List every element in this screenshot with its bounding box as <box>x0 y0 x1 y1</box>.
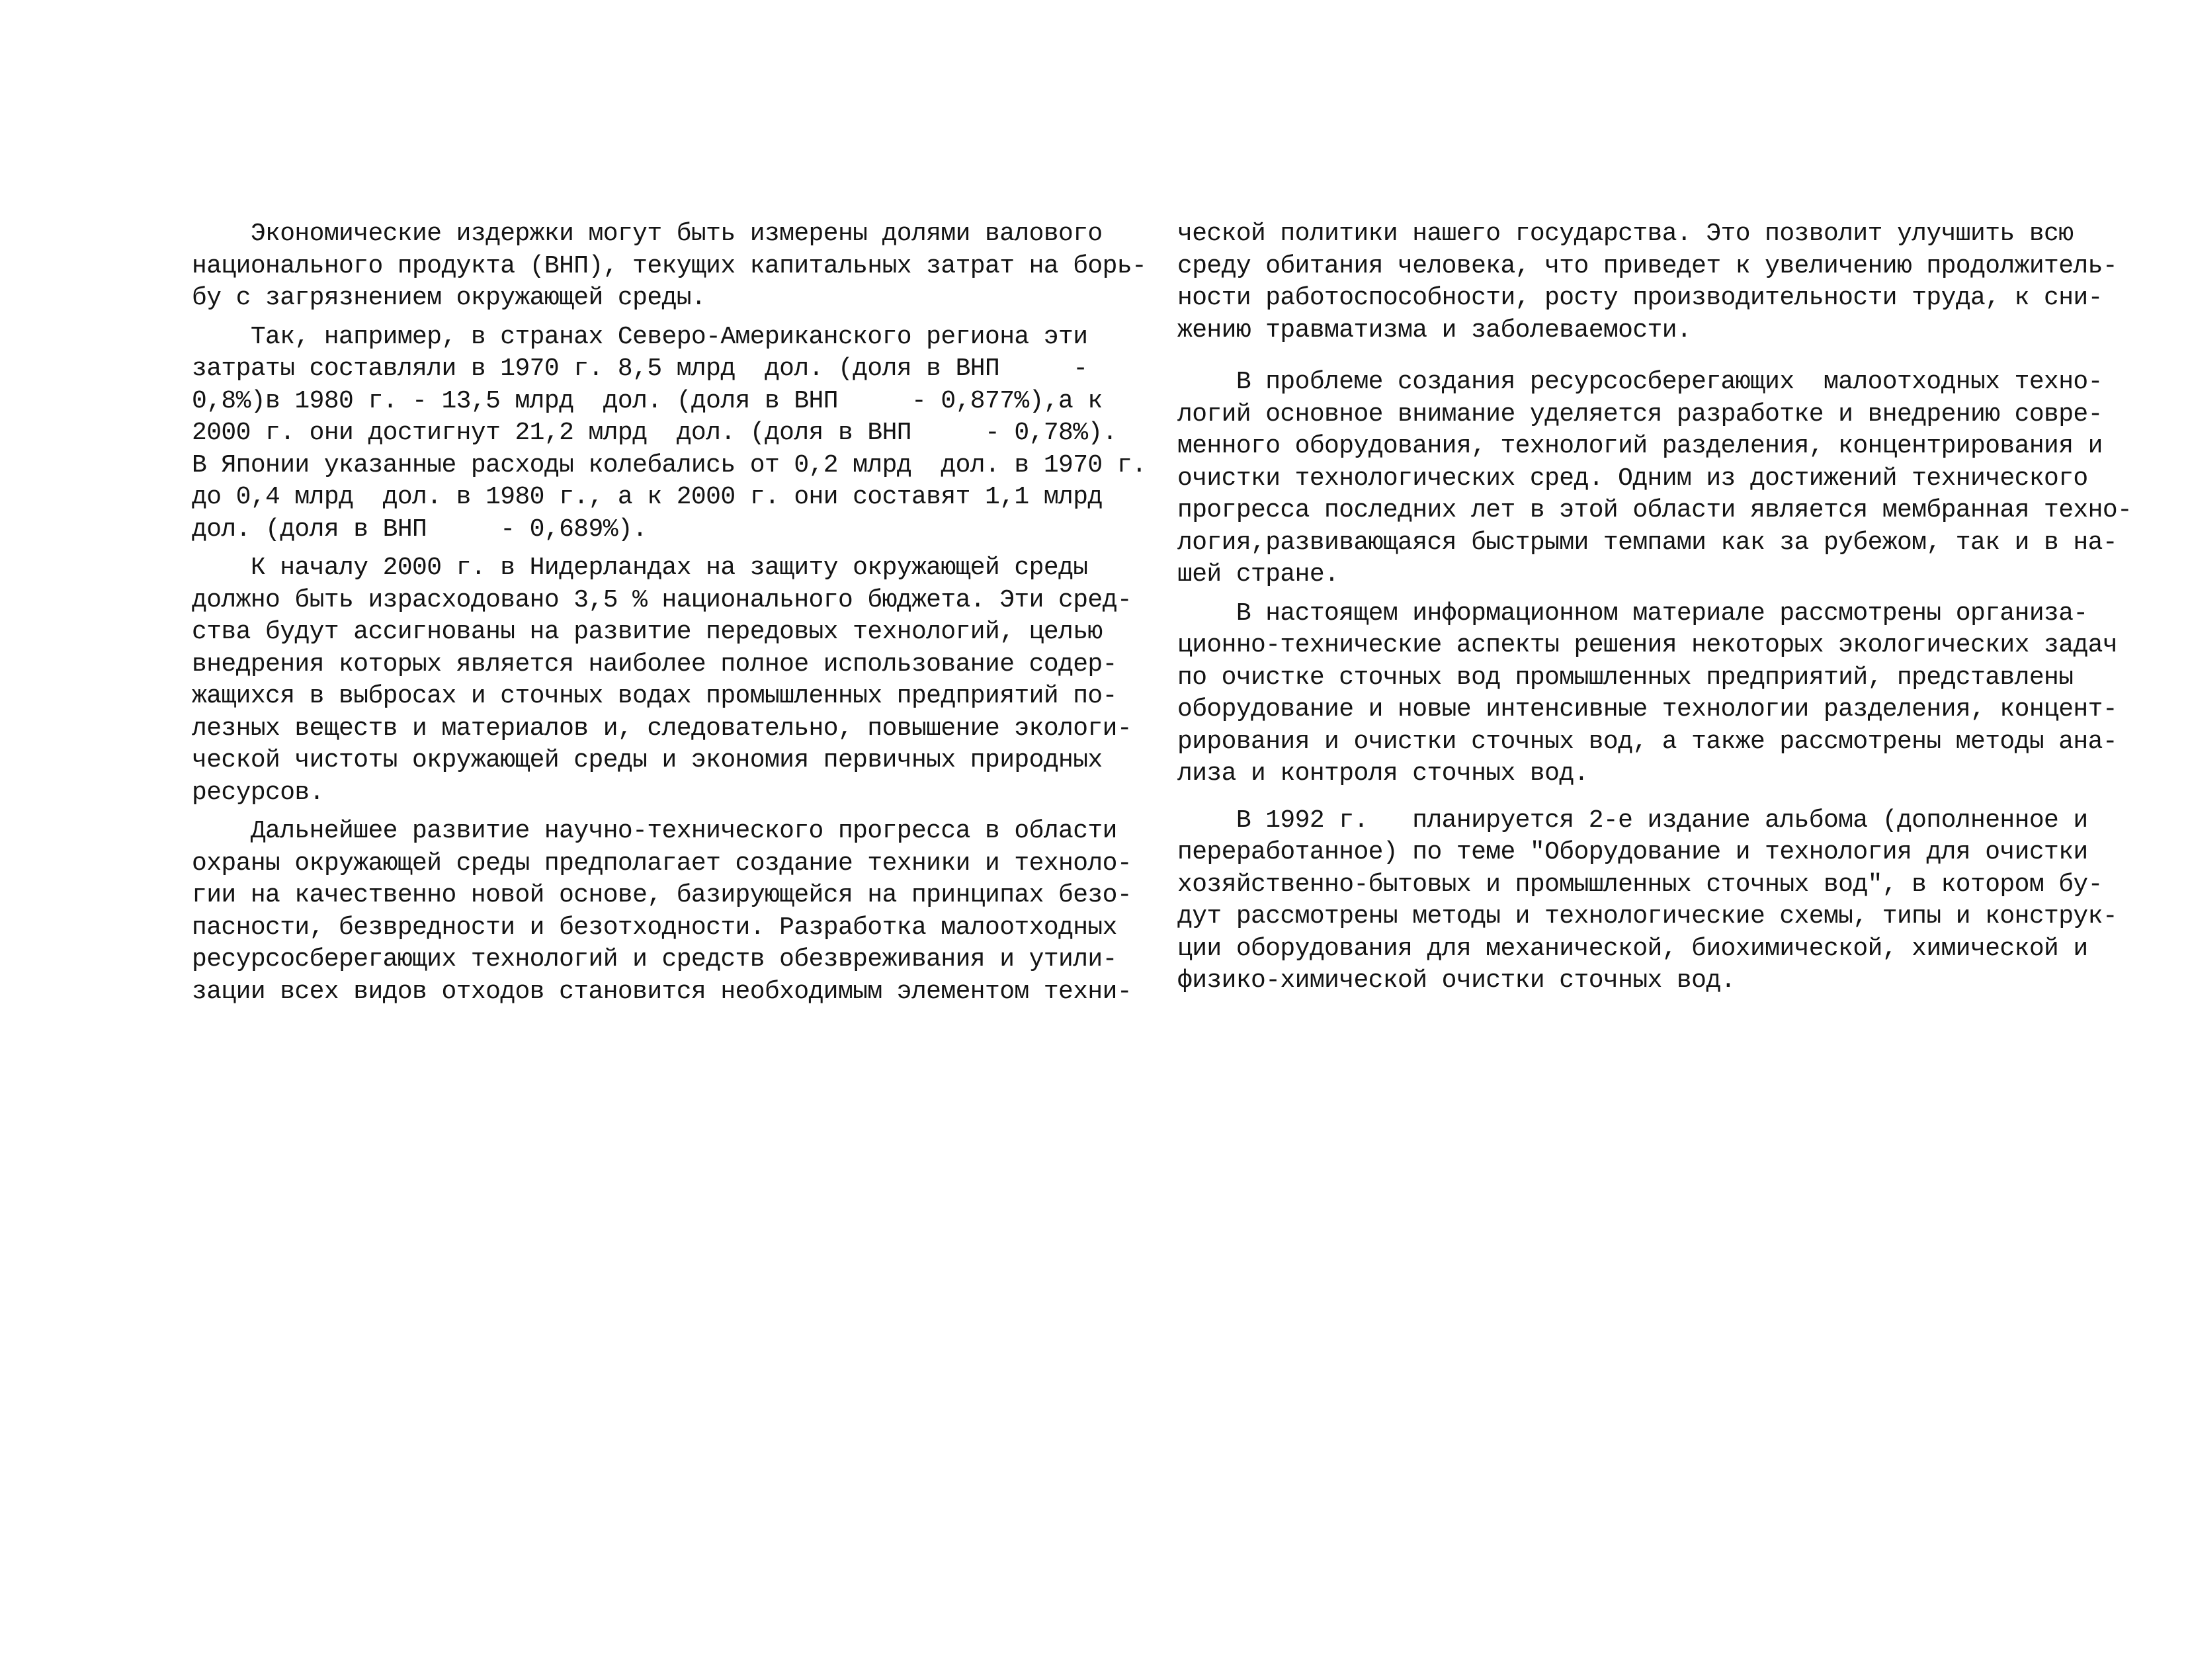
text-line: внедрения которых является наиболее полное использование содер- <box>192 650 1117 679</box>
text-line: ционно-технические аспекты решения некоторых экологических задач <box>1177 631 2118 659</box>
text-line: рирования и очистки сточных вод, а также рассмотрены методы ана- <box>1177 727 2118 756</box>
text-line: логий основное внимание уделяется разработке и внедрению совре- <box>1177 399 2103 429</box>
paragraph-membrane-technology <box>1177 366 2132 591</box>
paragraph-scientific-progress <box>192 816 1132 1008</box>
text-line: ческой чистоты окружающей среды и экономия первичных природных <box>192 746 1103 775</box>
text-line: Дальнейшее развитие научно-технического прогресса в области <box>192 817 1117 845</box>
paragraph-economic-costs <box>192 218 1147 315</box>
text-line: зации всех видов отходов становится необходимым элементом техни- <box>192 977 1132 1006</box>
text-line: гии на качественно новой основе, базирующейся на принципах безо- <box>192 881 1132 909</box>
text-line: ресурсов. <box>192 778 324 807</box>
paragraph-state-policy <box>1177 218 2118 347</box>
text-line: охраны окружающей среды предполагает создание техники и техноло- <box>192 849 1132 878</box>
text-line: хозяйственно-бытовых и промышленных сточных вод", в котором бу- <box>1177 870 2103 899</box>
text-line: В проблеме создания ресурсосберегающих малоотходных техно- <box>1177 368 2103 396</box>
text-line: К началу 2000 г. в Нидерландах на защиту окружающей среды <box>192 554 1088 582</box>
text-line: жащихся в выбросах и сточных водах промышленных предприятий по- <box>192 682 1117 710</box>
text-line: ства будут ассигнованы на развитие передовых технологий, целью <box>192 618 1103 646</box>
text-line: 0,8%)в 1980 г. - 13,5 млрд дол. (доля в ВНП - 0,877%),а к <box>192 386 1103 415</box>
text-line: среду обитания человека, что приведет к увеличению продолжитель- <box>1177 251 2118 280</box>
text-line: ции оборудования для механической, биохимической, химической и <box>1177 934 2088 963</box>
text-line: ности работоспособности, росту производительности труда, к сни- <box>1177 284 2103 312</box>
text-line: В настоящем информационном материале рассмотрены организа- <box>1177 599 2088 628</box>
text-line: дол. (доля в ВНП - 0,689%). <box>192 515 648 544</box>
text-line: переработанное) по теме "Оборудование и технология для очистки <box>1177 838 2088 866</box>
paragraph-information-material <box>1177 598 2118 790</box>
text-line: лезных веществ и материалов и, следовательно, повышение экологи- <box>192 714 1132 743</box>
text-line: физико-химической очистки сточных вод. <box>1177 966 1736 995</box>
text-line: по очистке сточных вод промышленных предприятий, представлены <box>1177 663 2074 692</box>
text-line: дут рассмотрены методы и технологические схемы, типы и конструк- <box>1177 902 2118 931</box>
paragraph-north-america-japan <box>192 321 1147 546</box>
text-line: Экономические издержки могут быть измерены долями валового <box>192 220 1103 248</box>
text-line: прогресса последних лет в этой области является мембранная техно- <box>1177 496 2132 525</box>
text-line: В 1992 г. планируется 2-е издание альбома (дополненное и <box>1177 806 2088 835</box>
text-line: до 0,4 млрд дол. в 1980 г., а к 2000 г. они составят 1,1 млрд <box>192 483 1103 511</box>
text-line: ресурсосберегающих технологий и средств обезвреживания и утили- <box>192 945 1117 974</box>
text-line: шей стране. <box>1177 560 1339 589</box>
text-line: должно быть израсходовано 3,5 % национального бюджета. Эти сред- <box>192 585 1132 614</box>
text-line: жению травматизма и заболеваемости. <box>1177 315 1692 345</box>
text-line: затраты составляли в 1970 г. 8,5 млрд дол. (доля в ВНП - <box>192 355 1088 383</box>
paragraph-album-1992 <box>1177 805 2118 997</box>
text-line: пасности, безвредности и безотходности. Разработка малоотходных <box>192 913 1117 942</box>
text-line: национального продукта (ВНП), текущих капитальных затрат на борь- <box>192 251 1147 280</box>
text-line: бу с загрязнением окружающей среды. <box>192 284 706 312</box>
text-line: В Японии указанные расходы колебались от 0,2 млрд дол. в 1970 г. <box>192 450 1147 480</box>
paragraph-netherlands <box>192 552 1132 809</box>
text-line: оборудование и новые интенсивные технологии разделения, концент- <box>1177 695 2118 724</box>
right-column <box>1177 218 2132 997</box>
left-column <box>192 218 1147 1008</box>
text-line: очистки технологических сред. Одним из достижений технического <box>1177 464 2088 493</box>
text-line: Так, например, в странах Северо-Американского региона эти <box>192 322 1088 351</box>
text-line: логия,развивающаяся быстрыми темпами как за рубежом, так и в на- <box>1177 528 2118 557</box>
text-line: ческой политики нашего государства. Это позволит улучшить всю <box>1177 220 2074 248</box>
text-line: лиза и контроля сточных вод. <box>1177 759 1589 788</box>
text-line: менного оборудования, технологий разделения, концентрирования и <box>1177 432 2103 460</box>
text-line: 2000 г. они достигнут 21,2 млрд дол. (доля в ВНП - 0,78%). <box>192 419 1117 447</box>
